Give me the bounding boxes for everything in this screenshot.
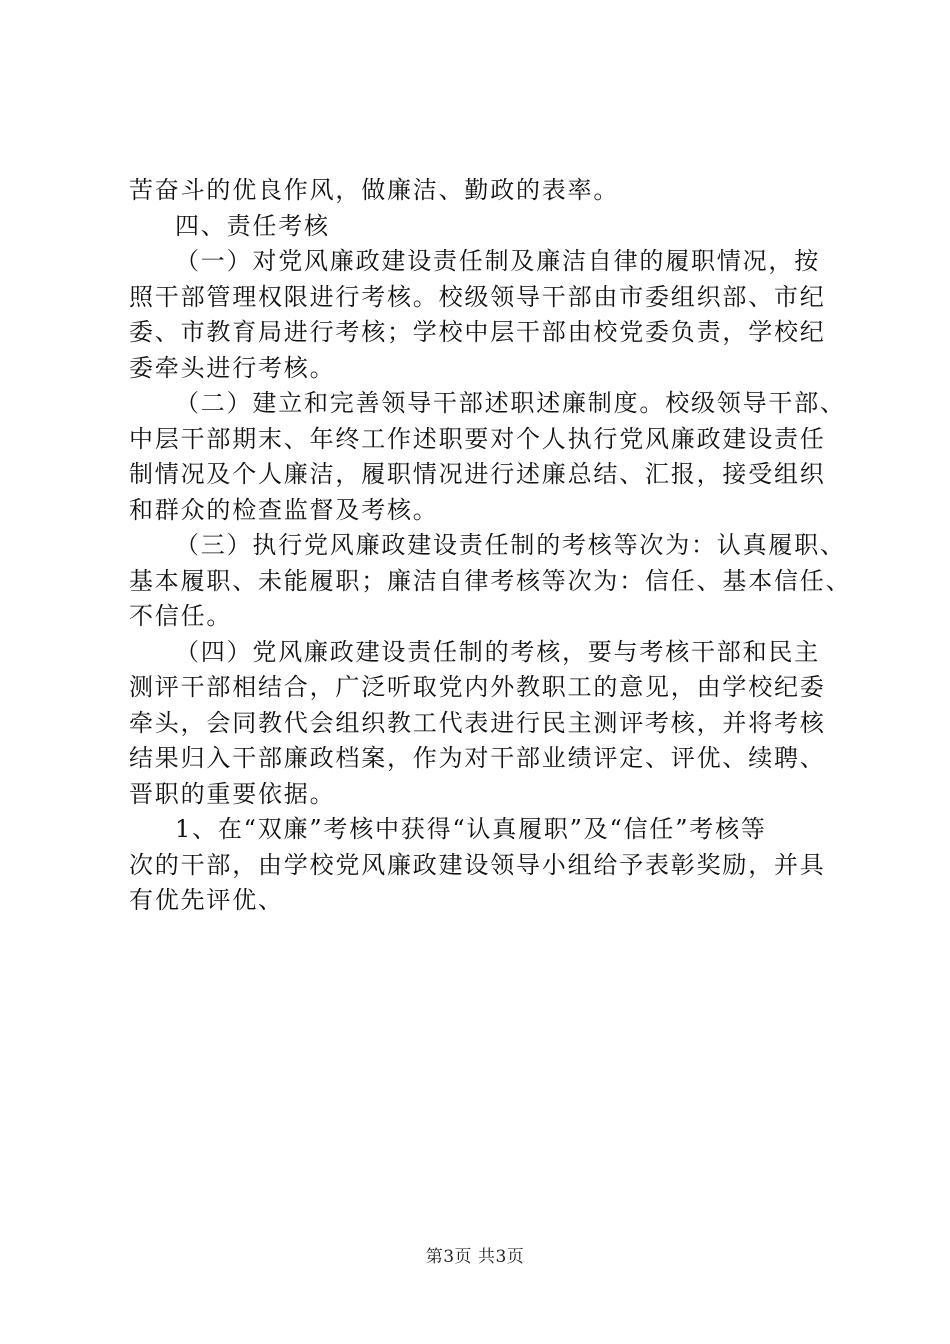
text-line: （二）建立和完善领导干部述职述廉制度。校级领导干部、	[175, 389, 846, 417]
text-line: 苦奋斗的优良作风，做廉洁、勤政的表率。	[129, 176, 620, 204]
text-line: 有优先评优、	[129, 886, 284, 914]
page-number-footer: 第3页 共3页	[425, 1247, 525, 1267]
text-line: 不信任。	[129, 602, 233, 630]
text-line: 委、市教育局进行考核；学校中层干部由校党委负责，学校纪	[129, 318, 826, 346]
document-body	[129, 173, 852, 919]
text-line: 制情况及个人廉洁，履职情况进行述廉总结、汇报，接受组织	[129, 460, 826, 488]
text-line: 委牵头进行考核。	[129, 353, 336, 382]
text-line: 和群众的检查监督及考核。	[129, 495, 439, 524]
text-line: 次的干部，由学校党风廉政建设领导小组给予表彰奖励，并具	[129, 850, 826, 879]
text-line: 牵头，会同教代会组织教工代表进行民主测评考核，并将考核	[129, 708, 826, 737]
text-line: （四）党风廉政建设责任制的考核，要与考核干部和民主	[175, 637, 820, 666]
text-line: 基本履职、未能履职；廉洁自律考核等次为：信任、基本信任、	[129, 566, 852, 595]
text-line: 照干部管理权限进行考核。校级领导干部由市委组织部、市纪	[129, 282, 826, 311]
text-line: 1、在“双廉”考核中获得“认真履职”及“信任”考核等	[175, 815, 767, 843]
text-line: （三）执行党风廉政建设责任制的考核等次为：认真履职、	[175, 531, 846, 559]
text-line: 晋职的重要依据。	[129, 779, 336, 808]
text-line: （一）对党风廉政建设责任制及廉洁自律的履职情况，按	[175, 247, 820, 275]
text-line: 结果归入干部廉政档案，作为对干部业绩评定、评优、续聘、	[129, 744, 826, 772]
text-line: 测评干部相结合，广泛听取党内外教职工的意见，由学校纪委	[129, 673, 826, 701]
section-heading: 四、责任考核	[175, 211, 330, 240]
text-line: 中层干部期末、年终工作述职要对个人执行党风廉政建设责任	[129, 424, 826, 453]
